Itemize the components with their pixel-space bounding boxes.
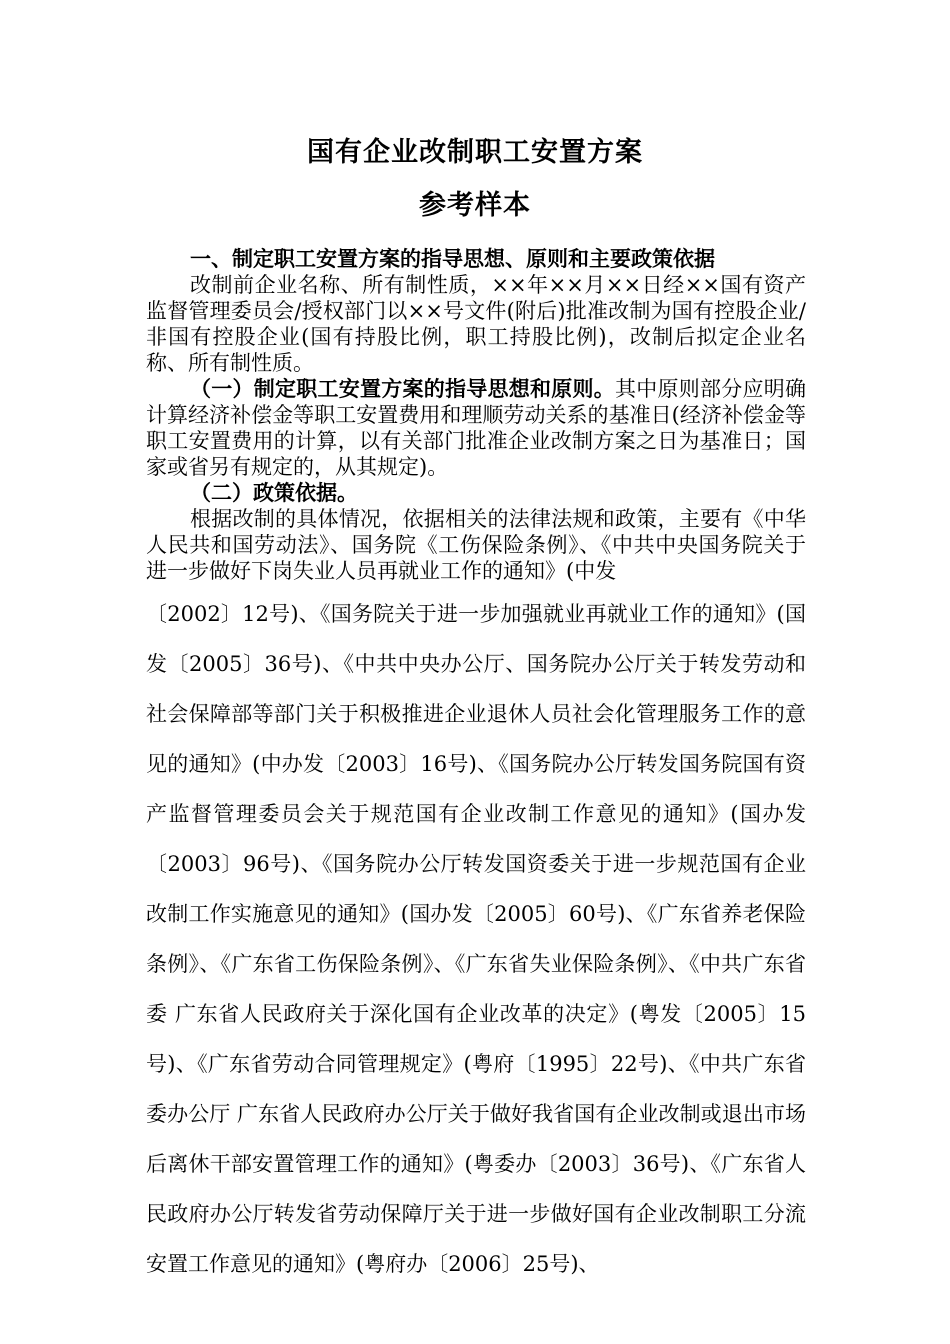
subsection-text: 其中原则部分应明确计算经济补偿金等职工安置费用和理顺劳动关系的基准日(经济补偿金等职工安置费用的计算，以有关部门批准企业改制方案之日为基准日；国家或省另有规定的，从其规定)。	[146, 377, 806, 479]
document-body	[146, 246, 806, 1289]
subsection-heading: （二）政策依据。	[190, 480, 358, 505]
subsection-label: （一）制定职工安置方案的指导思想和原则。	[190, 376, 615, 401]
intro-paragraph: 改制前企业名称、所有制性质，××年××月××日经××国有资产监督管理委员会/授权部门以××号文件(附后)批准改制为国有控股企业/非国有控股企业(国有持股比例，职工持股比例)，改制后拟定企业名称、所有制性质。	[146, 273, 806, 375]
principles-paragraph	[146, 376, 806, 480]
section-heading: 一、制定职工安置方案的指导思想、原则和主要政策依据	[190, 246, 715, 271]
document-subtitle: 参考样本	[419, 190, 531, 221]
document-title: 国有企业改制职工安置方案	[307, 137, 643, 168]
policy-basis-paragraph: 根据改制的具体情况，依据相关的法律法规和政策，主要有《中华人民共和国劳动法》、国务院《工伤保险条例》、《中共中央国务院关于进一步做好下岗失业人员再就业工作的通知》(中发	[146, 507, 806, 583]
policy-basis-continued: 〔2002〕12号)、《国务院关于进一步加强就业再就业工作的通知》(国发〔2005〕36号)、《中共中央办公厅、国务院办公厅关于转发劳动和社会保障部等部门关于积极推进企业退休人员社会化管理服务工作的意见的通知》(中办发〔2003〕16号)、《国务院办公厅转发国务院国有资产监督管理委员会关于规范国有企业改制工作意见的通知》(国办发〔2003〕96号)、《国务院办公厅转发国资委关于进一步规范国有企业改制工作实施意见的通知》(国办发〔2005〕60号)、《广东省养老保险条例》、《广东省工伤保险条例》、《广东省失业保险条例》、《中共广东省委 广东省人民政府关于深化国有企业改革的决定》(粤发〔2005〕15号)、《广东省劳动合同管理规定》(粤府〔1995〕22号)、《中共广东省委办公厅 广东省人民政府办公厅关于做好我省国有企业改制或退出市场后离休干部安置管理工作的通知》(粤委办〔2003〕36号)、《广东省人民政府办公厅转发省劳动保障厅关于进一步做好国有企业改制职工分流安置工作意见的通知》(粤府办〔2006〕25号)、	[146, 602, 806, 1276]
